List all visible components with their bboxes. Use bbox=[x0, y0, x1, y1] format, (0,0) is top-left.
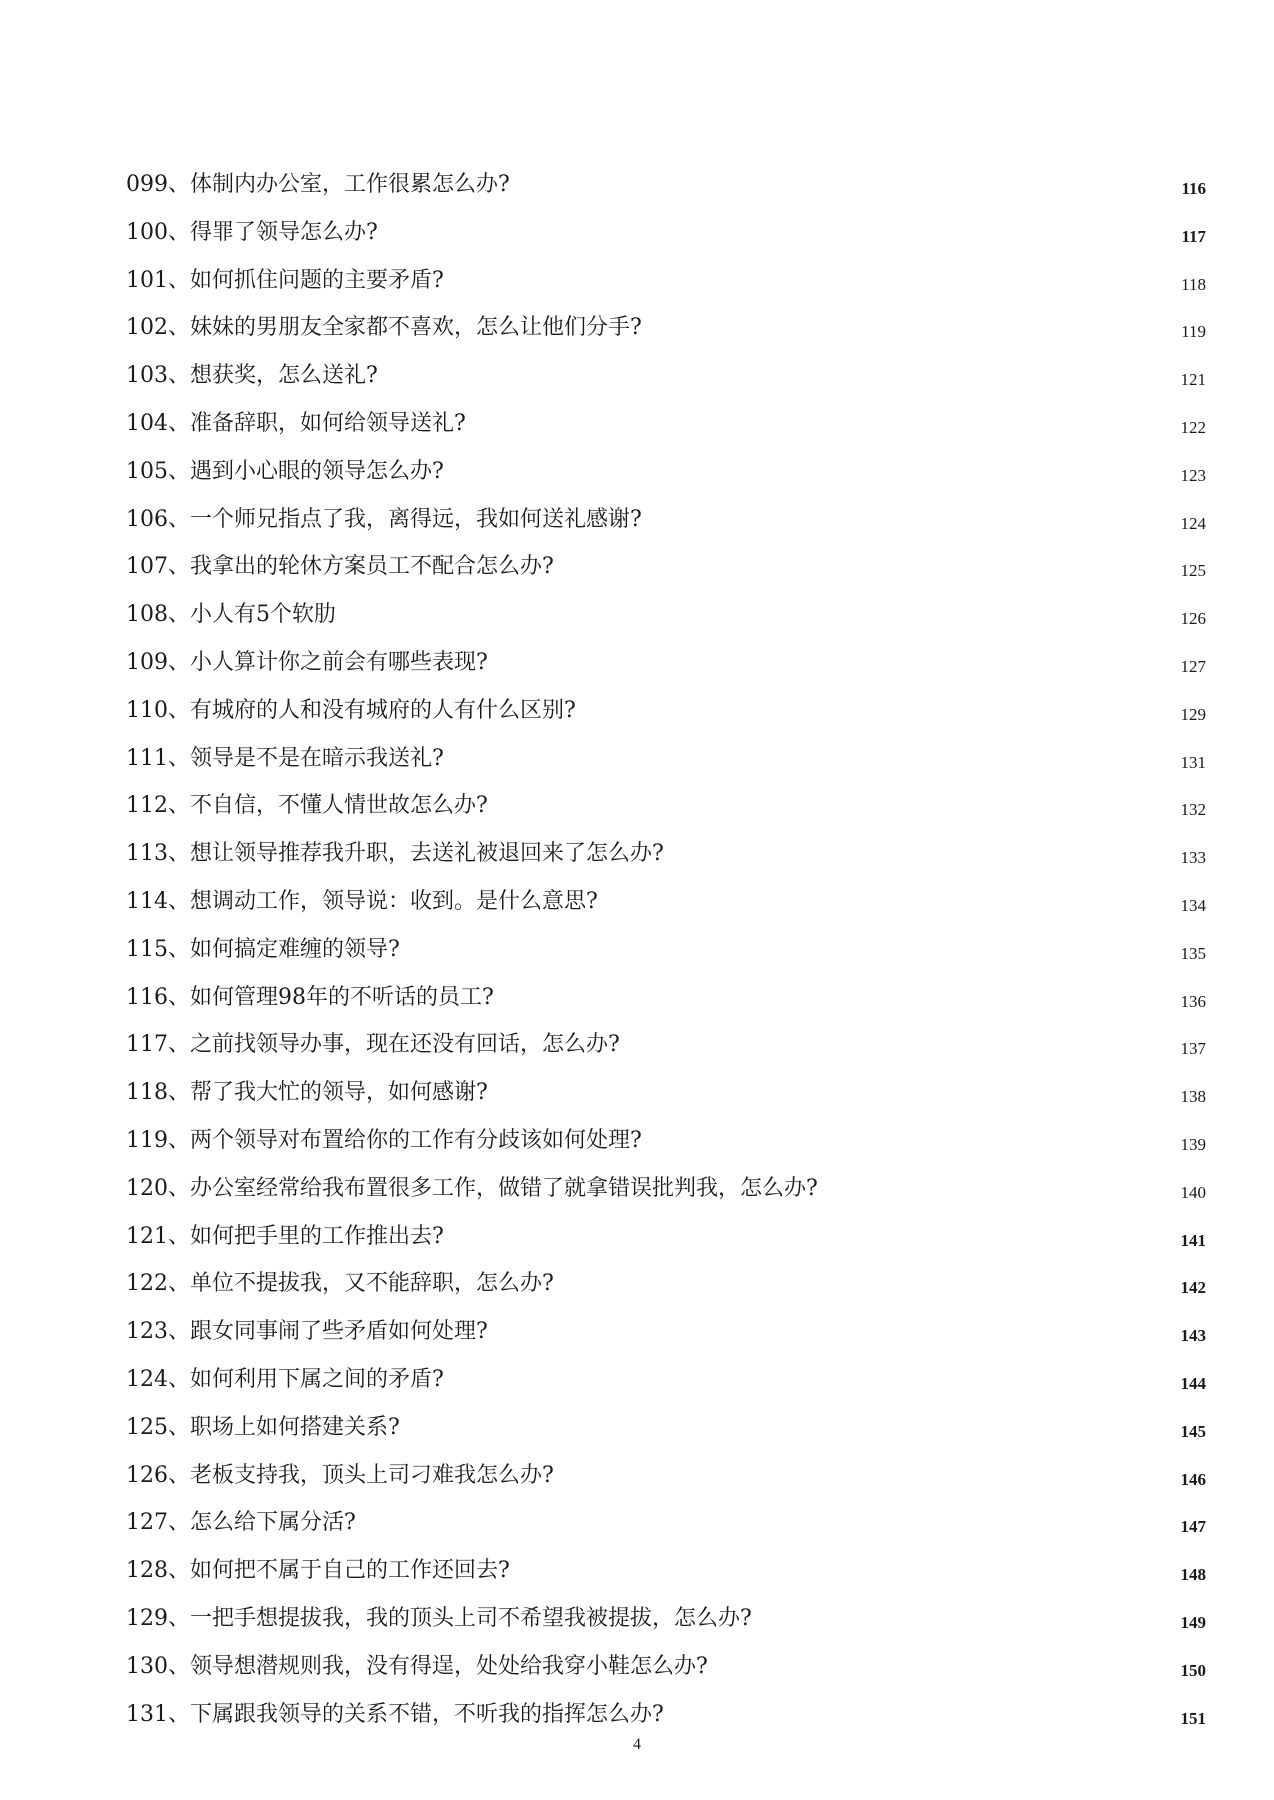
toc-entry-title: 114、想调动工作，领导说：收到。是什么意思? bbox=[126, 889, 598, 914]
toc-entry-title: 105、遇到小心眼的领导怎么办? bbox=[126, 458, 444, 484]
toc-entry[interactable] bbox=[126, 457, 1206, 497]
toc-entry-title: 124、如何利用下属之间的矛盾? bbox=[126, 1367, 444, 1392]
toc-entry-title: 122、单位不提拔我，又不能辞职，怎么办? bbox=[126, 1271, 554, 1297]
toc-entry-title: 108、小人有5个软肋 bbox=[126, 602, 336, 628]
toc-entry-title: 127、怎么给下属分活? bbox=[126, 1510, 356, 1536]
toc-entry-page: 135 bbox=[1180, 943, 1206, 963]
toc-entry-page: 143 bbox=[1180, 1326, 1206, 1346]
toc-entry-page: 127 bbox=[1180, 657, 1206, 676]
toc-entry[interactable] bbox=[126, 266, 1206, 306]
toc-entry-title: 103、想获奖，怎么送礼? bbox=[126, 363, 378, 389]
toc-entry[interactable] bbox=[126, 1413, 1206, 1453]
toc-entry[interactable] bbox=[126, 1078, 1206, 1118]
toc-entry-title: 128、如何把不属于自己的工作还回去? bbox=[126, 1558, 510, 1584]
toc-entry[interactable] bbox=[126, 1030, 1206, 1070]
toc-entry[interactable] bbox=[126, 1174, 1206, 1214]
toc-entry-title: 111、领导是不是在暗示我送礼? bbox=[126, 745, 444, 771]
toc-entry[interactable] bbox=[126, 313, 1206, 353]
toc-entry-page: 146 bbox=[1180, 1469, 1206, 1489]
toc-entry-page: 131 bbox=[1180, 752, 1206, 772]
toc-entry-page: 148 bbox=[1180, 1565, 1206, 1585]
toc-entry[interactable] bbox=[126, 983, 1206, 1023]
toc-entry-page: 139 bbox=[1180, 1135, 1206, 1154]
toc-entry[interactable] bbox=[126, 648, 1206, 688]
toc-entry-page: 117 bbox=[1181, 226, 1206, 246]
toc-entry-title: 126、老板支持我，顶头上司刁难我怎么办? bbox=[126, 1462, 554, 1488]
toc-entry[interactable] bbox=[126, 1269, 1206, 1309]
toc-entry-title: 110、有城府的人和没有城府的人有什么区别? bbox=[126, 697, 576, 723]
toc-entry-page: 124 bbox=[1180, 513, 1206, 533]
toc-entry[interactable] bbox=[126, 505, 1206, 545]
toc-entry-title: 118、帮了我大忙的领导，如何感谢? bbox=[126, 1080, 488, 1106]
toc-entry-title: 106、一个师兄指点了我，离得远，我如何送礼感谢? bbox=[126, 506, 642, 532]
toc-entry-title: 117、之前找领导办事，现在还没有回话，怎么办? bbox=[126, 1032, 620, 1058]
toc-entry[interactable] bbox=[126, 1461, 1206, 1501]
toc-entry[interactable] bbox=[126, 170, 1206, 210]
toc-entry-page: 136 bbox=[1180, 991, 1206, 1011]
toc-entry[interactable] bbox=[126, 552, 1206, 592]
toc-entry[interactable] bbox=[126, 744, 1206, 784]
toc-entry-title: 119、两个领导对布置给你的工作有分歧该如何处理? bbox=[126, 1128, 642, 1153]
toc-entry-page: 122 bbox=[1180, 418, 1206, 437]
toc-entry-title: 123、跟女同事闹了些矛盾如何处理? bbox=[126, 1319, 488, 1345]
toc-entry-title: 112、不自信，不懂人情世故怎么办? bbox=[126, 793, 488, 819]
toc-entry-title: 115、如何搞定难缠的领导? bbox=[126, 936, 400, 962]
toc-entry-title: 129、一把手想提拔我，我的顶头上司不希望我被提拔，怎么办? bbox=[126, 1606, 752, 1631]
toc-entry-title: 131、下属跟我领导的关系不错，不听我的指挥怎么办? bbox=[126, 1701, 664, 1727]
toc-entry[interactable] bbox=[126, 1604, 1206, 1644]
toc-entry-title: 101、如何抓住问题的主要矛盾? bbox=[126, 267, 444, 293]
toc-entry-page: 149 bbox=[1180, 1613, 1206, 1632]
toc-entry-title: 116、如何管理98年的不听话的员工? bbox=[126, 984, 494, 1010]
toc-entry-page: 138 bbox=[1180, 1087, 1206, 1107]
toc-entry-title: 113、想让领导推荐我升职，去送礼被退回来了怎么办? bbox=[126, 841, 664, 867]
toc-entry-title: 104、准备辞职，如何给领导送礼? bbox=[126, 411, 466, 436]
toc-entry-page: 134 bbox=[1180, 896, 1206, 915]
toc-entry[interactable] bbox=[126, 218, 1206, 258]
toc-entry-page: 142 bbox=[1180, 1278, 1206, 1298]
toc-entry[interactable] bbox=[126, 839, 1206, 879]
toc-entry-page: 118 bbox=[1181, 274, 1206, 294]
toc-entry-page: 133 bbox=[1180, 848, 1206, 868]
toc-entry[interactable] bbox=[126, 1365, 1206, 1405]
toc-entry[interactable] bbox=[126, 887, 1206, 927]
toc-entry[interactable] bbox=[126, 600, 1206, 640]
toc-entry-title: 099、体制内办公室，工作很累怎么办? bbox=[126, 172, 510, 197]
toc-entry-page: 125 bbox=[1180, 561, 1206, 581]
toc-entry[interactable] bbox=[126, 409, 1206, 449]
toc-entry-page: 119 bbox=[1181, 322, 1206, 342]
toc-entry-page: 126 bbox=[1180, 609, 1206, 629]
toc-entry-title: 125、职场上如何搭建关系? bbox=[126, 1414, 400, 1440]
toc-entry[interactable] bbox=[126, 1317, 1206, 1357]
toc-entry-page: 147 bbox=[1180, 1517, 1206, 1537]
page-number: 4 bbox=[633, 1736, 641, 1753]
toc-entry-page: 129 bbox=[1180, 704, 1206, 724]
toc-entry[interactable] bbox=[126, 791, 1206, 831]
toc-entry[interactable] bbox=[126, 1508, 1206, 1548]
toc-entry-page: 145 bbox=[1180, 1421, 1206, 1441]
toc-entry-page: 132 bbox=[1180, 800, 1206, 820]
toc-entry-page: 141 bbox=[1180, 1230, 1206, 1250]
toc-entry-title: 109、小人算计你之前会有哪些表现? bbox=[126, 650, 488, 675]
toc-entry-page: 151 bbox=[1180, 1708, 1206, 1728]
toc-entry-page: 150 bbox=[1180, 1660, 1206, 1680]
toc-entry-title: 121、如何把手里的工作推出去? bbox=[126, 1223, 444, 1249]
toc-entry-page: 123 bbox=[1180, 465, 1206, 485]
toc-entry-title: 120、办公室经常给我布置很多工作，做错了就拿错误批判我，怎么办? bbox=[126, 1175, 818, 1201]
toc-entry[interactable] bbox=[126, 935, 1206, 975]
toc-entry-title: 100、得罪了领导怎么办? bbox=[126, 219, 378, 245]
toc-entry[interactable] bbox=[126, 361, 1206, 401]
toc-entry-title: 130、领导想潜规则我，没有得逞，处处给我穿小鞋怎么办? bbox=[126, 1653, 708, 1679]
toc-entry-title: 107、我拿出的轮休方案员工不配合怎么办? bbox=[126, 554, 554, 580]
toc-entry[interactable] bbox=[126, 1652, 1206, 1692]
toc-entry[interactable] bbox=[126, 1222, 1206, 1262]
toc-entry-page: 121 bbox=[1180, 370, 1206, 390]
toc-entry[interactable] bbox=[126, 1556, 1206, 1596]
toc-entry[interactable] bbox=[126, 1126, 1206, 1166]
toc-entry-title: 102、妹妹的男朋友全家都不喜欢，怎么让他们分手? bbox=[126, 315, 642, 341]
toc-entry[interactable] bbox=[126, 696, 1206, 736]
toc-entry-page: 140 bbox=[1180, 1182, 1206, 1202]
toc-entry-page: 144 bbox=[1180, 1374, 1206, 1393]
toc-entry-page: 137 bbox=[1180, 1039, 1206, 1059]
toc-entry-page: 116 bbox=[1181, 179, 1206, 198]
